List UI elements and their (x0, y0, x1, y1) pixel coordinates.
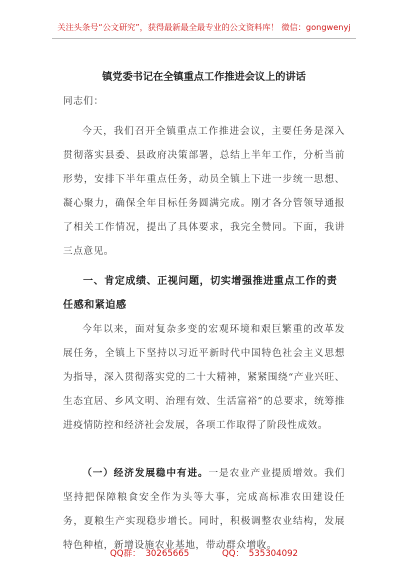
document-title: 镇党委书记在全镇重点工作推进会议上的讲话 (102, 71, 306, 83)
subheading-1: （一）经济发展稳中有进。 (82, 468, 209, 479)
greeting: 同志们： (63, 96, 104, 107)
paragraph-1: 今天，我们召开全镇重点工作推进会议，主要任务是深入贯彻落实县委、县政府决策部署，总结上半年工作，分析当前形势，安排下半年重点任务，动员全镇上下进一步统一思想、凝心聚力，确保全年目标任务圆满完成。刚才各分管领导通报了相关工作情况，提出了具体要求，我完全赞同。下面，我讲三点意见。 (63, 126, 345, 257)
paragraph-2: 今年以来，面对复杂多变的宏观环境和艰巨繁重的改革发展任务，全镇上下坚持以习近平新时代中国特色社会主义思想为指导，深入贯彻落实党的二十大精神，紧紧围绕“产业兴旺、生态宜居、乡风文明、治理有效、生活富裕”的总要求，统筹推进疫情防控和经济社会发展，各项工作取得了阶段性成效。 (63, 324, 345, 431)
footer-qq-number: QQ： 535304092 (221, 549, 298, 559)
footer-qq-group: QQ群： 30265665 (110, 549, 190, 559)
header-divider (52, 38, 356, 39)
paragraph-3 (63, 462, 345, 558)
header-banner: 关注头条号“公文研究”，获得最新最全最专业的公文资料库！ 微信：gongwenyj (57, 22, 351, 32)
paragraph-3-text: 一是农业产业提质增效。我们坚持把保障粮食安全作为头等大事，完成高标准农田建设任务，夏粮生产实现稳步增长。同时，积极调整农业结构，发展特色种植，新增设施农业基地，带动群众增收。 (63, 468, 345, 551)
section-heading-1: 一、肯定成绩、正视问题，切实增强推进重点工作的责任感和紧迫感 (63, 276, 338, 311)
footer-contact (0, 548, 408, 560)
